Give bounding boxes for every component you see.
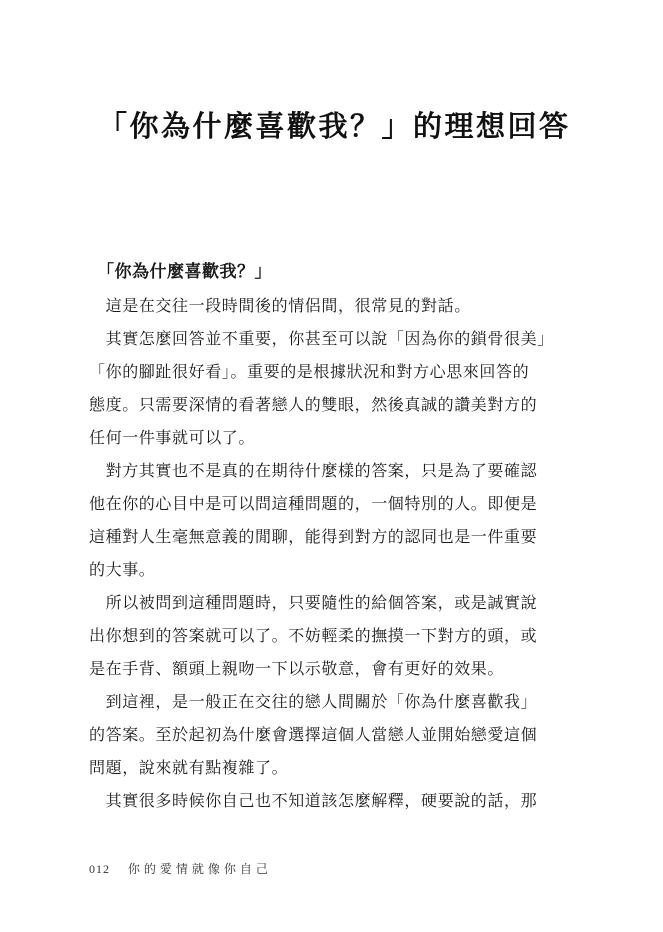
text-line: 這種對人生毫無意義的閒聊，能得到對方的認同也是一件重要: [89, 527, 538, 546]
text-line: 的答案。至於起初為什麼會選擇這個人當戀人並開始戀愛這個: [89, 725, 538, 744]
text-line: 態度。只需要深情的看著戀人的雙眼，然後真誠的讚美對方的: [89, 395, 538, 414]
text-line: 他在你的心目中是可以問這種問題的，一個特別的人。即便是: [89, 494, 538, 513]
page-footer: [89, 860, 272, 877]
paragraph-block: [89, 289, 554, 817]
text-line: 到這裡，是一般正在交往的戀人間關於「你為什麼喜歡我」: [89, 692, 538, 711]
section-subheading: 「你為什麼喜歡我？」: [97, 262, 272, 282]
text-line: 是在手背、額頭上親吻一下以示敬意，會有更好的效果。: [89, 659, 505, 678]
body-text: [89, 256, 554, 817]
text-line: 對方其實也不是真的在期待什麼樣的答案，只是為了要確認: [89, 461, 538, 480]
text-line: 這是在交往一段時間後的情侶間，很常見的對話。: [89, 296, 471, 315]
text-line: 其實很多時候你自己也不知道該怎麼解釋，硬要說的話，那: [89, 791, 538, 810]
text-line: 所以被問到這種問題時，只要隨性的給個答案，或是誠實說: [89, 593, 538, 612]
text-line: 「你的腳趾很好看」。重要的是根據狀況和對方心思來回答的: [89, 362, 530, 381]
book-title: 你的愛情就像你自己: [127, 862, 272, 876]
text-line: 出你想到的答案就可以了。不妨輕柔的撫摸一下對方的頭，或: [89, 626, 538, 645]
text-line: 問題，說來就有點複雜了。: [89, 758, 289, 777]
text-line: 的大事。: [89, 560, 156, 579]
page-number: 012: [89, 862, 110, 876]
text-line: 其實怎麼回答並不重要，你甚至可以說「因為你的鎖骨很美」: [89, 329, 554, 348]
text-line: 任何一件事就可以了。: [89, 428, 256, 447]
chapter-title: 「你為什麼喜歡我？」的理想回答: [98, 109, 571, 143]
